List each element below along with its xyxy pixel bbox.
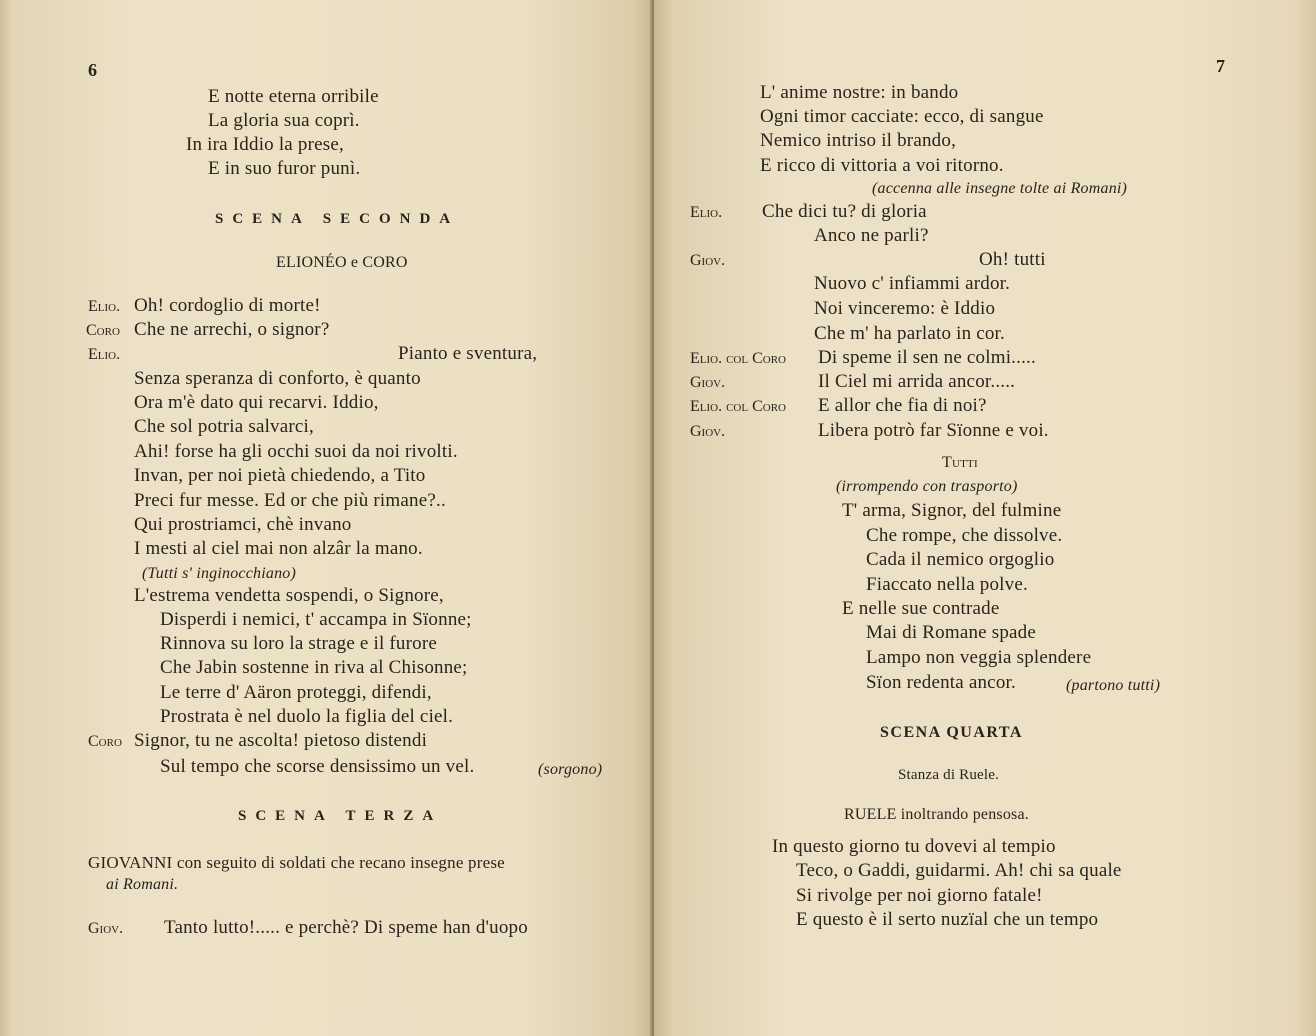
speaker-label: Coro xyxy=(88,733,122,750)
scene-heading: SCENA SECONDA xyxy=(215,211,460,227)
stage-direction: (irrompendo con trasporto) xyxy=(836,478,1018,495)
verse-line: Invan, per noi pietà chiedendo, a Tito xyxy=(134,465,426,486)
verse-line: Noi vinceremo: è Iddio xyxy=(814,298,996,319)
page-number: 6 xyxy=(88,60,97,80)
verse-line: Che Jabin sostenne in riva al Chisonne; xyxy=(160,657,468,678)
verse-line: Disperdi i nemici, t' accampa in Sïonne; xyxy=(160,609,472,630)
speaker-heading: Tutti xyxy=(942,454,978,471)
speaker-label: Elio. xyxy=(88,346,121,363)
verse-line: Che sol potria salvarci, xyxy=(134,416,314,437)
verse-line: E ricco di vittoria a voi ritorno. xyxy=(760,155,1004,176)
verse-line: Che rompe, che dissolve. xyxy=(866,525,1063,546)
left-page xyxy=(0,0,652,1036)
speaker-label: Elio. col Coro xyxy=(690,398,786,415)
verse-line: L' anime nostre: in bando xyxy=(760,82,959,103)
stage-direction: (Tutti s' inginocchiano) xyxy=(142,565,296,582)
verse-line: E nelle sue contrade xyxy=(842,598,1000,619)
verse-line: Lampo non veggia splendere xyxy=(866,647,1092,668)
verse-line: Sul tempo che scorse densissimo un vel. xyxy=(160,756,475,777)
verse-line: T' arma, Signor, del fulmine xyxy=(842,500,1062,521)
verse-line: E notte eterna orribile xyxy=(208,86,379,107)
speaker-label: Elio. xyxy=(88,298,121,315)
speaker-label: Giov. xyxy=(690,252,726,269)
verse-line: Di speme il sen ne colmi..... xyxy=(818,347,1036,368)
speaker-label: Giov. xyxy=(690,423,726,440)
scene-characters: RUELE inoltrando pensosa. xyxy=(844,806,1029,823)
verse-line: Pianto e sventura, xyxy=(398,343,538,364)
verse-line: Senza speranza di conforto, è quanto xyxy=(134,368,421,389)
verse-line: Libera potrò far Sïonne e voi. xyxy=(818,420,1049,441)
verse-line: Nuovo c' infiammi ardor. xyxy=(814,273,1011,294)
verse-line: Teco, o Gaddi, guidarmi. Ah! chi sa quale xyxy=(796,860,1122,881)
speaker-label: Giov. xyxy=(88,920,124,937)
verse-line: Oh! tutti xyxy=(979,249,1046,270)
verse-line: Prostrata è nel duolo la figlia del ciel. xyxy=(160,706,454,727)
scene-heading: SCENA TERZA xyxy=(238,808,443,824)
scene-heading: SCENA QUARTA xyxy=(880,724,1023,741)
verse-line: Oh! cordoglio di morte! xyxy=(134,295,321,316)
verse-line: E allor che fia di noi? xyxy=(818,395,987,416)
speaker-label: Elio. col Coro xyxy=(690,350,786,367)
verse-line: L'estrema vendetta sospendi, o Signore, xyxy=(134,585,444,606)
stage-direction: (partono tutti) xyxy=(1066,677,1161,694)
verse-line: Rinnova su loro la strage e il furore xyxy=(160,633,438,654)
verse-line: Ahi! forse ha gli occhi suoi da noi rivolti. xyxy=(134,441,458,462)
verse-line: In questo giorno tu dovevi al tempio xyxy=(772,836,1056,857)
speaker-label: Giov. xyxy=(690,374,726,391)
verse-line: Che ne arrechi, o signor? xyxy=(134,319,330,340)
verse-line: Ogni timor cacciate: ecco, di sangue xyxy=(760,106,1044,127)
scene-place: Stanza di Ruele. xyxy=(898,767,1000,783)
verse-line: Anco ne parli? xyxy=(814,225,929,246)
verse-line: Le terre d' Aäron proteggi, difendi, xyxy=(160,682,432,703)
speaker-label: Coro xyxy=(86,322,120,339)
verse-line: Preci fur messe. Ed or che più rimane?.. xyxy=(134,490,446,511)
verse-line: Si rivolge per noi giorno fatale! xyxy=(796,885,1043,906)
verse-line: Il Ciel mi arrida ancor..... xyxy=(818,371,1016,392)
verse-line: Mai di Romane spade xyxy=(866,622,1037,643)
verse-line: La gloria sua coprì. xyxy=(208,110,360,131)
verse-line: I mesti al ciel mai non alzâr la mano. xyxy=(134,538,423,559)
right-page xyxy=(654,0,1316,1036)
scene-characters: ELIONÉO e CORO xyxy=(276,254,408,271)
verse-line: Che m' ha parlato in cor. xyxy=(814,323,1005,344)
verse-line: Nemico intriso il brando, xyxy=(760,130,957,151)
verse-line: Qui prostriamci, chè invano xyxy=(134,514,352,535)
verse-line: Ora m'è dato qui recarvi. Iddio, xyxy=(134,392,379,413)
speaker-label: Elio. xyxy=(690,204,723,221)
verse-line: Sïon redenta ancor. xyxy=(866,672,1016,693)
verse-line: E questo è il serto nuzïal che un tempo xyxy=(796,909,1099,930)
verse-line: In ira Iddio la prese, xyxy=(186,134,344,155)
verse-line: Che dici tu? di gloria xyxy=(762,201,927,222)
page-number: 7 xyxy=(1216,56,1225,76)
stage-direction: (sorgono) xyxy=(538,761,603,778)
verse-line: Fiaccato nella polve. xyxy=(866,574,1028,595)
verse-line: Tanto lutto!..... e perchè? Di speme han d'uopo xyxy=(164,917,528,938)
verse-line: Signor, tu ne ascolta! pietoso distendi xyxy=(134,730,428,751)
scene-description: ai Romani. xyxy=(106,876,179,893)
verse-line: Cada il nemico orgoglio xyxy=(866,549,1055,570)
scene-description: GIOVANNI con seguito di soldati che recano insegne prese xyxy=(88,853,505,872)
stage-direction: (accenna alle insegne tolte ai Romani) xyxy=(872,180,1128,197)
verse-line: E in suo furor punì. xyxy=(208,158,361,179)
